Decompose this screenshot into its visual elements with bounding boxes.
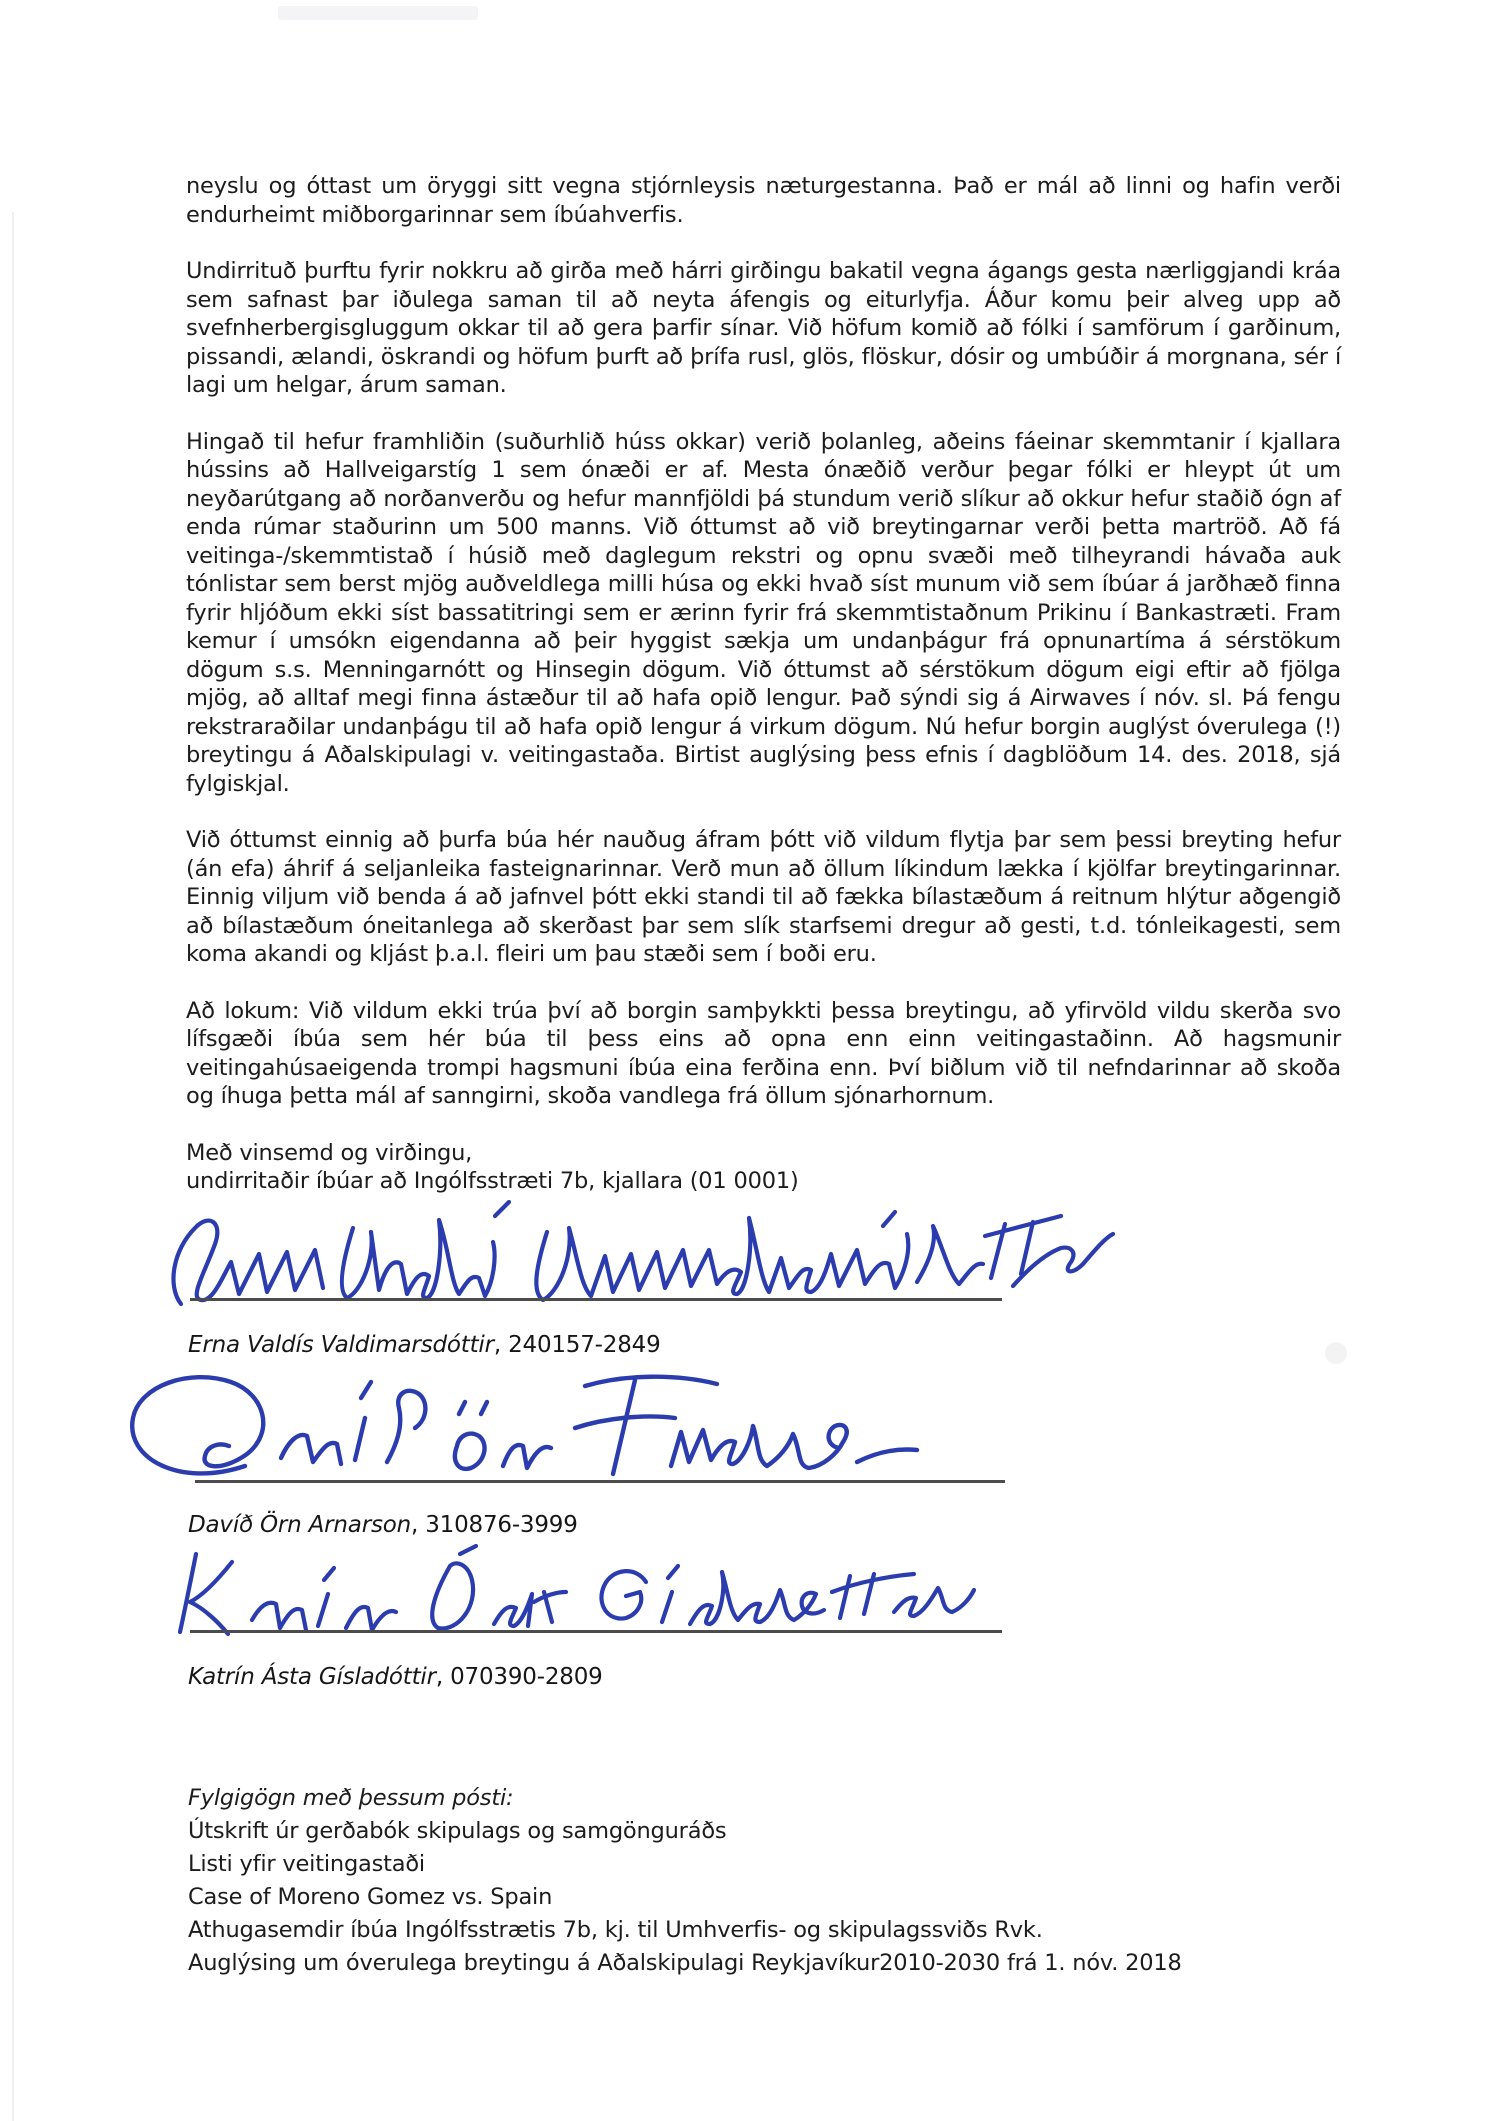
signatory-name-line: Erna Valdís Valdimarsdóttir, 240157-2849 [188,1332,661,1358]
body-paragraph: neyslu og óttast um öryggi sitt vegna stjórnleysis næturgestanna. Það er mál að linni og hafin verði endurheimt miðborgarinnar sem íbúahverfis. [186,173,1341,228]
scan-artifact [1325,1342,1347,1364]
signatory-id: 240157-2849 [508,1332,661,1358]
body-paragraph: Hingað til hefur framhliðin (suðurhlið húss okkar) verið þolanleg, aðeins fáeinar skemmtanir í kjallara hússins að Hallveigarstíg 1 sem ónæði er af. Mesta ónæðið verður þegar fólki er hleypt út um neyðarútgang að norðanverðu og hefur mannfjöldi þá stundum verið slíkur að okkur hefur staðið ógn af enda rúmar staðurinn um 500 manns. Við óttumst að við breytingarnar verði þetta martröð. Að fá veitinga-/skemmtistað í húsið með daglegum rekstri og opnu svæði með tilheyrandi hávaða auk tónlistar sem berst mjög auðveldlega milli húsa og ekki hvað síst munum við sem íbúar á jarðhæð finna fyrir hljóðum ekki síst bassatitringi sem er ærinn fyrir frá skemmtistaðnum Prikinu í Bankastræti. Fram kemur í umsókn eigendanna að þeir hyggist sækja um undanþágur frá opnunartíma á sérstökum dögum s.s. Menningarnótt og Hinsegin dögum. Við óttumst að sérstökum dögum eigi eftir að fjölga mjög, að alltaf megi finna ástæður til að hafa opið lengur. Það sýndi sig á Airwaves í nóv. sl. Þá fengu rekstraraðilar undanþágu til að hafa opið lengur á virkum dögum. Nú hefur borgin auglýst óverulega (!) breytingu á Aðalskipulagi v. veitingastaða. Birtist auglýsing þess efnis í dagblöðum 14. des. 2018, sjá fylgiskjal. [186,428,1341,797]
signature-line [190,1630,1002,1633]
scan-artifact [278,6,478,20]
attachment-item: Auglýsing um óverulega breytingu á Aðalskipulagi Reykjavíkur2010-2030 frá 1. nóv. 2018 [188,1950,1182,1976]
body-paragraph: Undirrituð þurftu fyrir nokkru að girða með hárri girðingu bakatil vegna ágangs gesta nærliggjandi kráa sem safnast þar iðulega saman til að neyta áfengis og eiturlyfja. Áður komu þeir alveg upp að svefnherbergisgluggum okkar til að gera þarfir sínar. Við höfum komið að fólki í samförum í garðinum, pissandi, ælandi, öskrandi og höfum þurft að þrífa rusl, glös, flöskur, dósir og umbúðir á morgnana, sér í lagi um helgar, árum saman. [186,258,1341,398]
signatory-name-line: Davíð Örn Arnarson, 310876-3999 [188,1512,578,1538]
attachment-item: Útskrift úr gerðabók skipulags og samgönguráðs [188,1818,727,1844]
closing-block [186,1139,1341,1196]
attachment-item: Case of Moreno Gomez vs. Spain [188,1884,553,1910]
body-paragraph: Að lokum: Við vildum ekki trúa því að borgin samþykkti þessa breytingu, að yfirvöld vildu skerða svo lífsgæði íbúa sem hér búa til þess eins að opna enn einn veitingastaðinn. Að hagsmunir veitingahúsaeigenda trompi hagsmuni íbúa eina ferðina enn. Því biðlum við til nefndarinnar að skoða og íhuga þetta mál af sanngirni, skoða vandlega frá öllum sjónarhornum. [186,997,1341,1109]
signatory-name: Davíð Örn Arnarson [188,1512,411,1538]
attachment-item: Athugasemdir íbúa Ingólfsstrætis 7b, kj. til Umhverfis- og skipulagssviðs Rvk. [188,1917,1043,1943]
signature-david-handwriting [105,1366,1005,1484]
signatory-name: Erna Valdís Valdimarsdóttir [188,1332,494,1358]
closing-line: Með vinsemd og virðingu, [186,1139,473,1166]
signature-erna-handwriting [165,1200,1125,1312]
signatory-id: 310876-3999 [425,1512,578,1538]
scan-artifact [12,212,14,2121]
attachment-item: Listi yfir veitingastaði [188,1851,425,1877]
signature-line [195,1480,1005,1483]
closing-line: undirritaðir íbúar að Ingólfsstræti 7b, kjallara (01 0001) [186,1168,799,1194]
signatory-name: Katrín Ásta Gísladóttir [188,1664,436,1690]
signature-katrin-handwriting [150,1544,1080,1640]
attachments-heading: Fylgigögn með þessum pósti: [188,1785,514,1811]
signature-line [190,1298,1002,1301]
letter-body [186,172,1341,1196]
signatory-name-line: Katrín Ásta Gísladóttir, 070390-2809 [188,1664,603,1690]
signatory-id: 070390-2809 [450,1664,603,1690]
body-paragraph: Við óttumst einnig að þurfa búa hér nauðug áfram þótt við vildum flytja þar sem þessi breyting hefur (án efa) áhrif á seljanleika fasteignarinnar. Verð mun að öllum líkindum lækka í kjölfar breytingarinnar. Einnig viljum við benda á að jafnvel þótt ekki standi til að fækka bílastæðum á reitnum hlýtur aðgengið að bílastæðum óneitanlega að skerðast þar sem slík starfsemi dregur að gesti, t.d. tónleikagesti, sem koma akandi og kljást þ.a.l. fleiri um þau stæði sem í boði eru. [186,827,1341,967]
attachments-block [188,1782,1368,1980]
